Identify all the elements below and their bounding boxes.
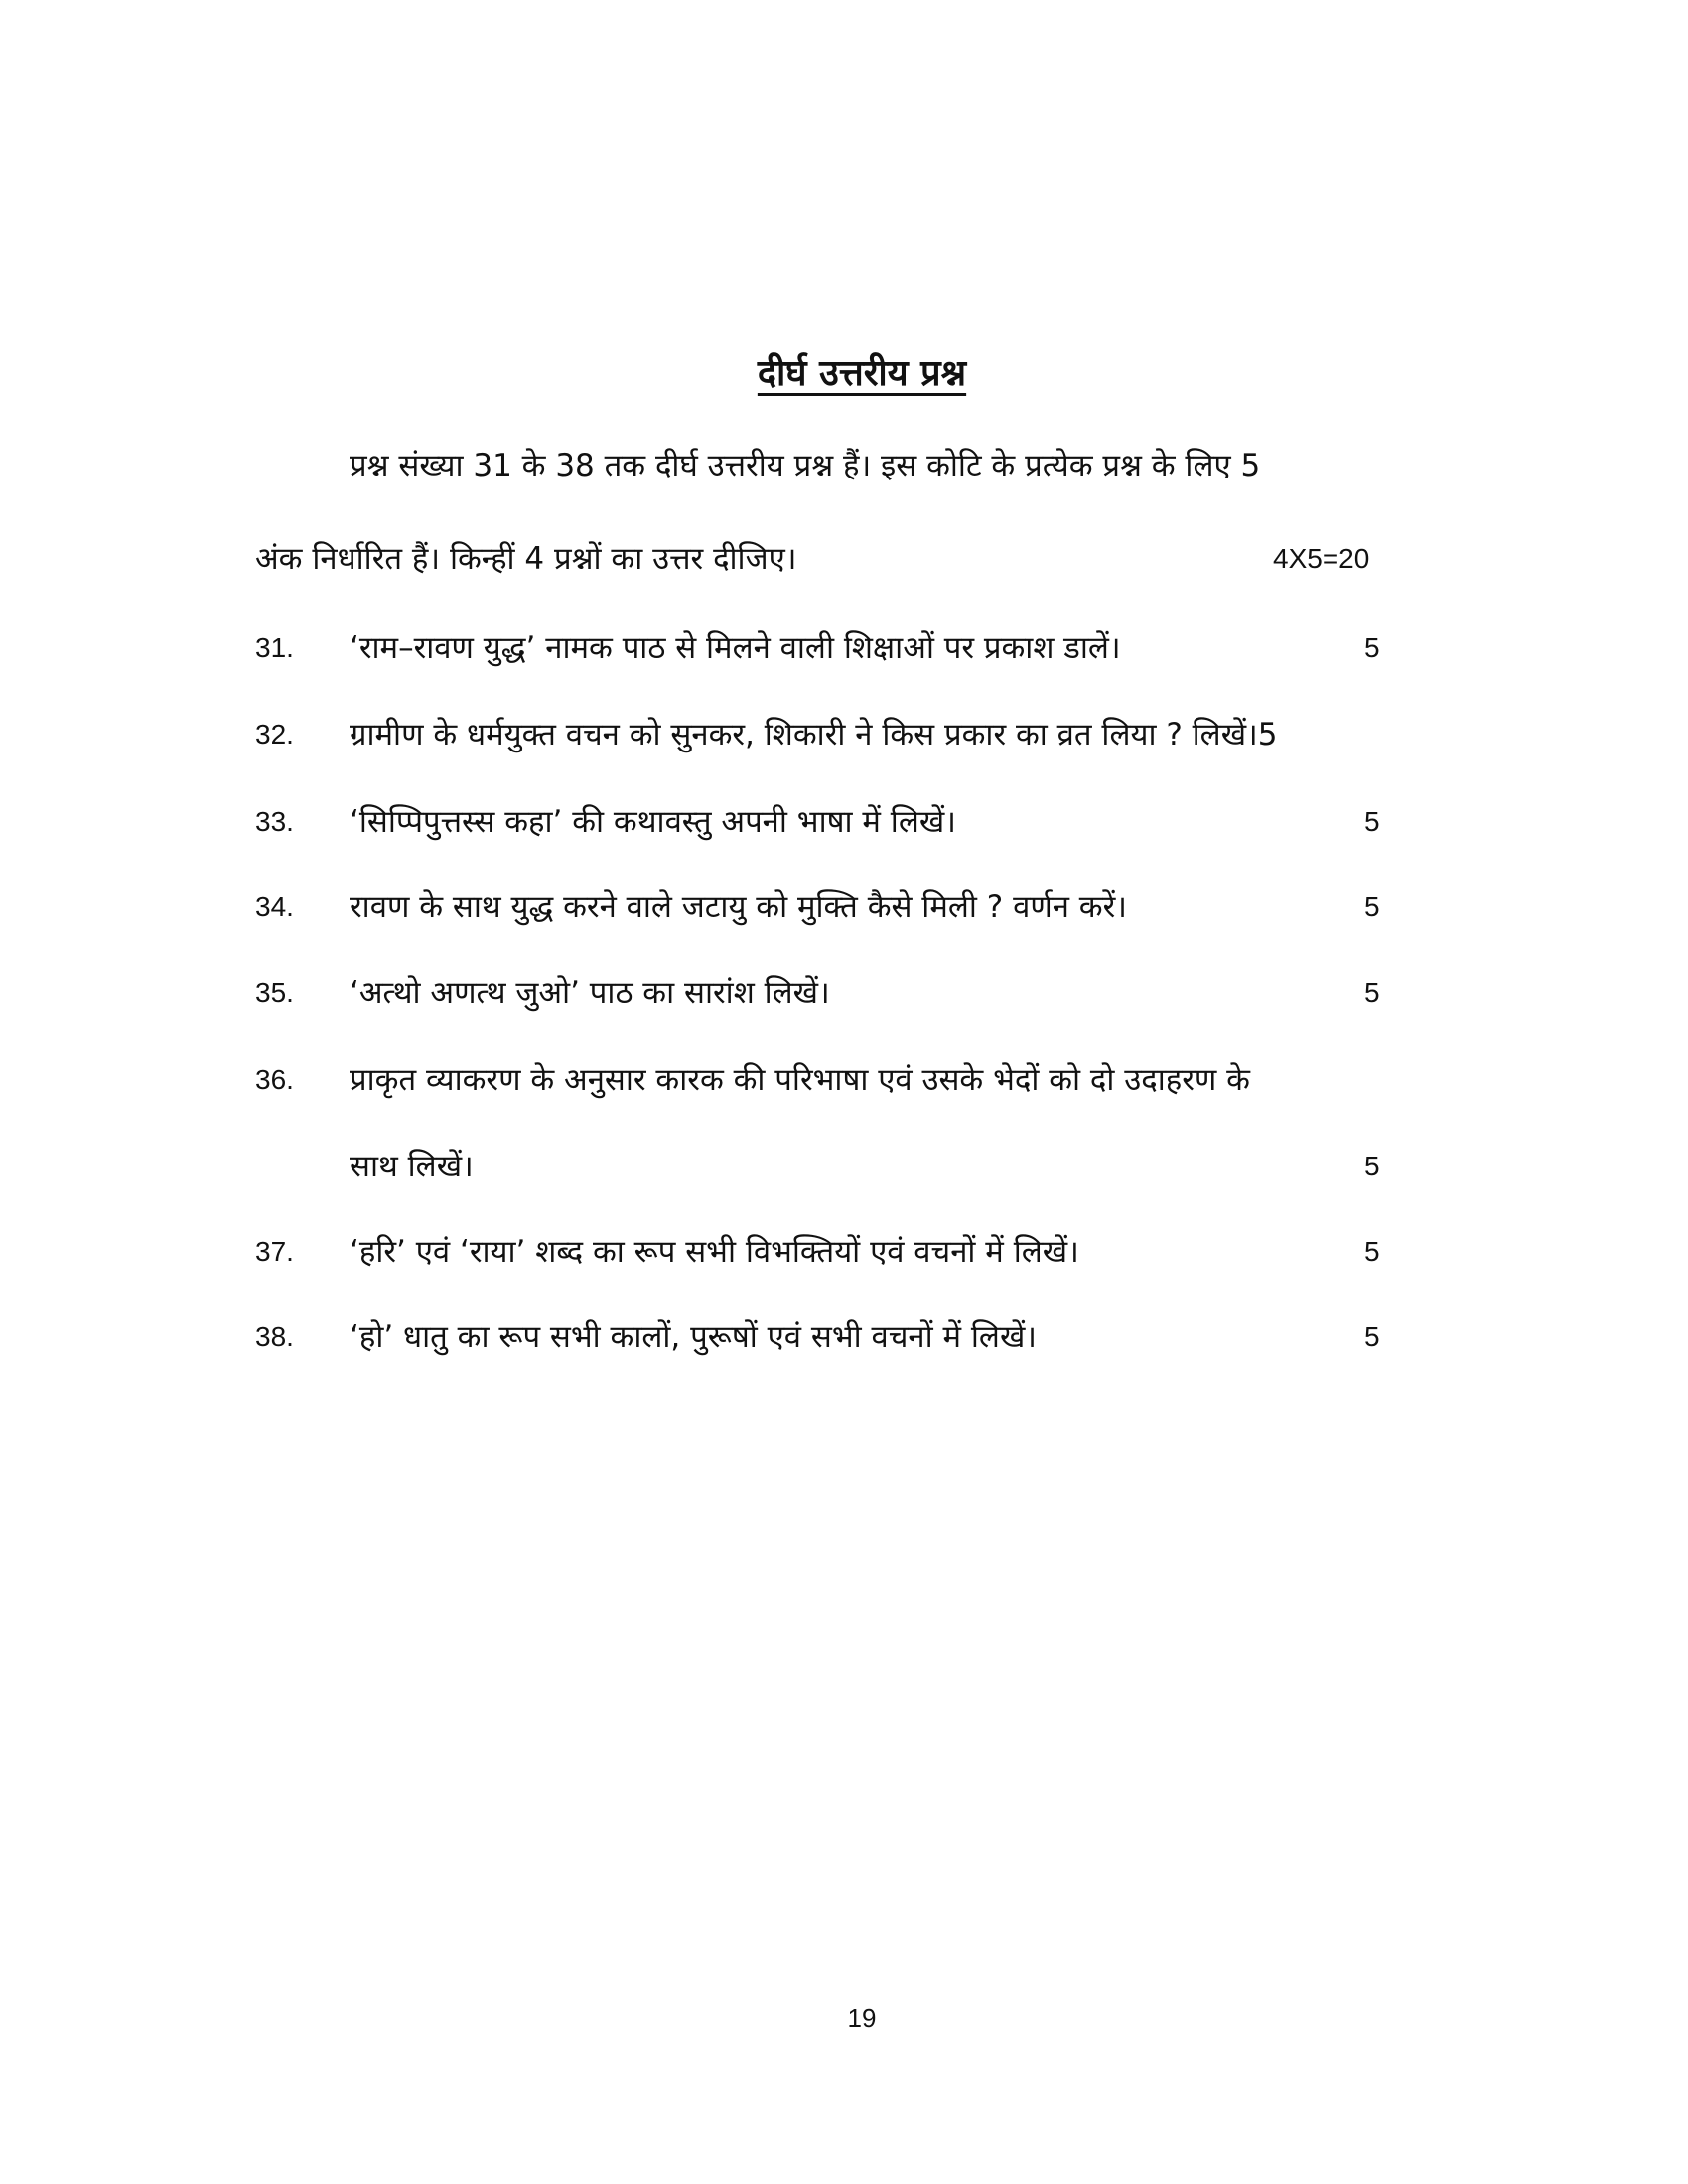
question-36-continued xyxy=(0,1142,1688,1191)
question-number: 31. xyxy=(255,632,294,663)
question-text-continued: साथ लिखें। xyxy=(350,1149,474,1184)
question-35 xyxy=(0,968,1688,1018)
question-text: ‘हरि’ एवं ‘राया’ शब्द का रूप सभी विभक्तियों एवं वचनों में लिखें। xyxy=(350,1234,1079,1270)
question-text: ग्रामीण के धर्मयुक्त वचन को सुनकर, शिकारी ने किस प्रकार का व्रत लिया ? लिखें।5 xyxy=(350,717,1278,752)
question-number: 32. xyxy=(255,719,294,750)
question-text: रावण के साथ युद्ध करने वाले जटायु को मुक्ति कैसे मिली ? वर्णन करें। xyxy=(350,889,1128,925)
question-text: ‘अत्थो अणत्थ जुओ’ पाठ का सारांश लिखें। xyxy=(350,975,830,1011)
question-text: ‘राम–रावण युद्ध’ नामक पाठ से मिलने वाली शिक्षाओं पर प्रकाश डालें। xyxy=(350,630,1121,666)
instructions-line-1: प्रश्न संख्या 31 के 38 तक दीर्घ उत्तरीय प्रश्न हैं। इस कोटि के प्रत्येक प्रश्न के लिए 5 xyxy=(350,448,1261,483)
question-marks: 5 xyxy=(1364,891,1380,922)
question-32 xyxy=(0,710,1688,759)
question-marks: 5 xyxy=(1364,806,1380,837)
instructions-line-2: अंक निर्धारित हैं। किन्हीं 4 प्रश्नों का उत्तर दीजिए। xyxy=(255,541,797,577)
question-31 xyxy=(0,623,1688,673)
question-number: 37. xyxy=(255,1236,294,1267)
question-text: ‘हो’ धातु का रूप सभी कालों, पुरूषों एवं सभी वचनों में लिखें। xyxy=(350,1319,1038,1355)
total-marks: 4X5=20 xyxy=(1273,543,1370,574)
question-marks: 5 xyxy=(1364,1151,1380,1181)
question-marks: 5 xyxy=(1364,1236,1380,1267)
question-number: 33. xyxy=(255,806,294,837)
question-number: 36. xyxy=(255,1064,294,1095)
question-38 xyxy=(0,1312,1688,1362)
question-36 xyxy=(0,1055,1688,1105)
page-number: 19 xyxy=(847,2003,877,2033)
question-37 xyxy=(0,1227,1688,1277)
question-text: प्राकृत व्याकरण के अनुसार कारक की परिभाषा एवं उसके भेदों को दो उदाहरण के xyxy=(350,1062,1250,1098)
question-34 xyxy=(0,883,1688,932)
question-marks: 5 xyxy=(1364,632,1380,663)
question-text: ‘सिप्पिपुत्तस्स कहा’ की कथावस्तु अपनी भाषा में लिखें। xyxy=(350,804,956,840)
question-33 xyxy=(0,797,1688,847)
question-marks: 5 xyxy=(1364,977,1380,1008)
section-heading: दीर्घ उत्तरीय प्रश्न xyxy=(757,353,967,394)
question-number: 35. xyxy=(255,977,294,1008)
question-number: 38. xyxy=(255,1321,294,1352)
question-number: 34. xyxy=(255,891,294,922)
question-marks: 5 xyxy=(1364,1321,1380,1352)
